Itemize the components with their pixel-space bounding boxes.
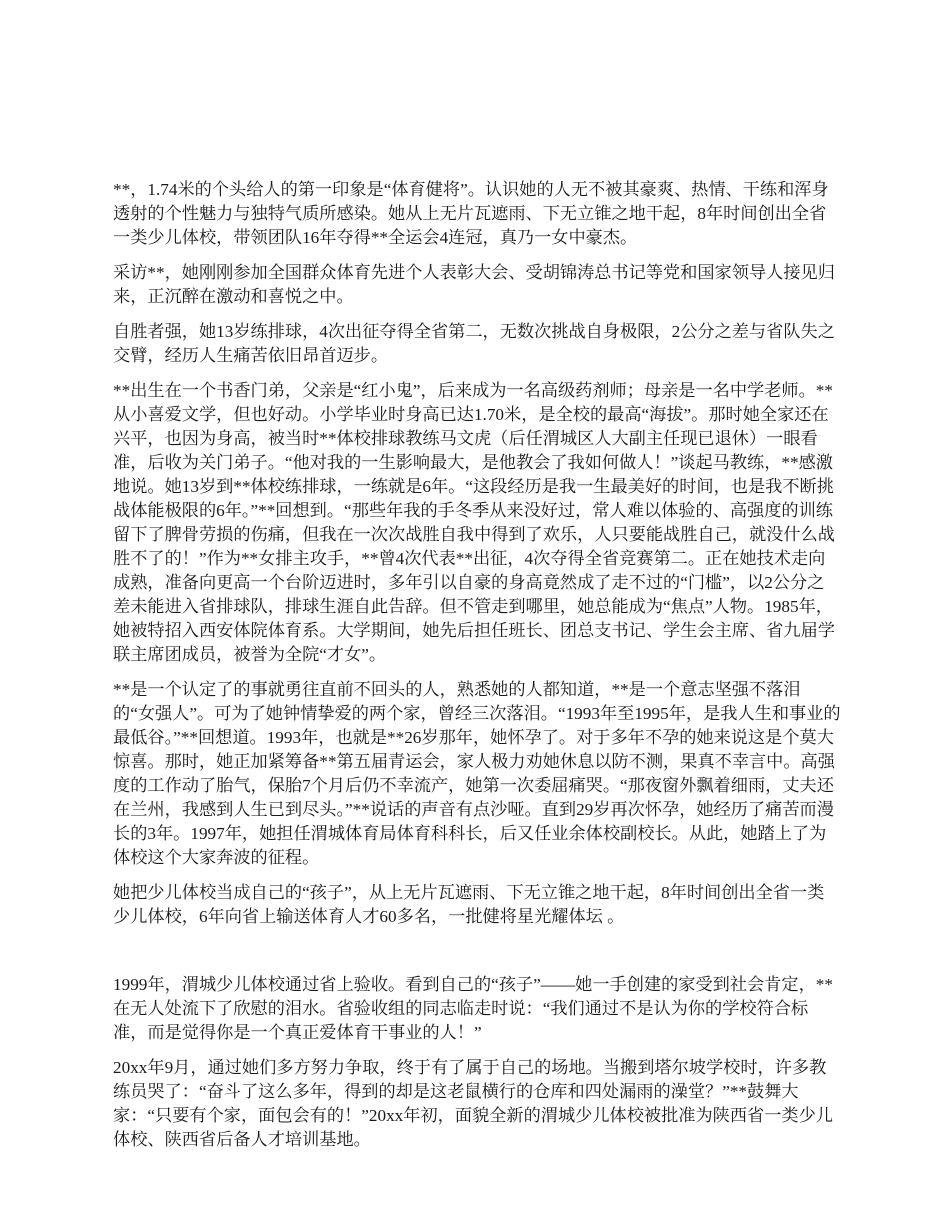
paragraph-intro: **，1.74米的个头给人的第一印象是“体育健将”。认识她的人无不被其豪爽、热情、干练和浑身透射的个性魅力与独特气质所感染。她从上无片瓦遮雨、下无立锥之地干起，8年时间创出全省一类少儿体校，带领团队16年夺得**全运会4连冠，真乃一女中豪杰。: [113, 180, 829, 247]
paragraph-new-venue: 20xx年9月，通过她们多方努力争取，终于有了属于自己的场地。当搬到塔尔坡学校时，许多教练员哭了：“奋斗了这么多年，得到的却是这老鼠横行的仓库和四处漏雨的澡堂？”**鼓舞大家：“只要有个家，面包会有的！”20xx年初，面貌全新的渭城少儿体校被批准为陕西省一类少儿体校、陕西省后备人才培训基地。: [113, 1058, 833, 1149]
article-body: [113, 178, 841, 1163]
paragraph-tears: **是一个认定了的事就勇往直前不回头的人，熟悉她的人都知道，**是一个意志坚强不落泪的“女强人”。可为了她钟情挚爱的两个家，曾经三次落泪。“1993年至1995年，是我人生和事业的最低谷。”**回想道。1993年，也就是**26岁那年，她怀孕了。对于多年不孕的她来说这是个莫大惊喜。那时，她正加紧筹备**第五届青运会，家人极力劝她休息以防不测，果真不幸言中。高强度的工作动了胎气，保胎7个月后仍不幸流产，她第一次委屈痛哭。“那夜窗外飘着细雨，丈夫还在兰州，我感到人生已到尽头。”**说话的声音有点沙哑。直到29岁再次怀孕，她经历了痛苦而漫长的3年。1997年，她担任渭城体育局体育科科长，后又任业余体校副校长。从此，她踏上了为体校这个大家奔波的征程。: [113, 680, 841, 867]
paragraph-1999-acceptance: 1999年，渭城少儿体校通过省上验收。看到自己的“孩子”——她一手创建的家受到社会肯定，**在无人处流下了欣慰的泪水。省验收组的同志临走时说：“我们通过不是认为你的学校符合标准，而是觉得你是一个真正爱体育干事业的人！”: [113, 975, 833, 1042]
paragraph-school-child: 她把少儿体校当成自己的“孩子”，从上无片瓦遮雨、下无立锥之地干起，8年时间创出全省一类少儿体校，6年向省上输送体育人才60多名，一批健将星光耀体坛 。: [113, 883, 825, 926]
paragraph-self-strength: 自胜者强，她13岁练排球，4次出征夺得全省第二，无数次挑战自身极限，2公分之差与省队失之交臂，经历人生痛苦依旧昂首迈步。: [113, 322, 835, 365]
paragraph-background: **出生在一个书香门弟，父亲是“红小鬼”，后来成为一名高级药剂师；母亲是一名中学老师。**从小喜爱文学，但也好动。小学毕业时身高已达1.70米，是全校的最高“海拔”。那时她全家还在兴平，也因为身高，被当时**体校排球教练马文虎（后任渭城区人大副主任现已退休）一眼看准，后收为关门弟子。“他对我的一生影响最大，是他教会了我如何做人！”谈起马教练，**感激地说。她13岁到**体校练排球，一练就是6年。“这段经历是我一生最美好的时间，也是我不断挑战体能极限的6年。”**回想到。“那些年我的手冬季从来没好过，常人难以体验的、高强度的训练留下了脾骨劳损的伤痛，但我在一次次战胜自我中得到了欢乐，人只要能战胜自己，就没什么战胜不了的！”作为**女排主攻手，**曾4次代表**出征，4次夺得全省竞赛第二。正在她技术走向成熟，准备向更高一个台阶迈进时，多年引以自豪的身高竟然成了走不过的“门槛”，以2公分之差未能进入省排球队，排球生涯自此告辞。但不管走到哪里，她总能成为“焦点”人物。1985年，她被特招入西安体院体育系。大学期间，她先后担任班长、团总支书记、学生会主席、省九届学联主席团成员，被誉为全院“才女”。: [113, 381, 835, 664]
paragraph-interview: 采访**，她刚刚参加全国群众体育先进个人表彰大会、受胡锦涛总书记等党和国家领导人接见归来，正沉醉在激动和喜悦之中。: [113, 263, 835, 306]
